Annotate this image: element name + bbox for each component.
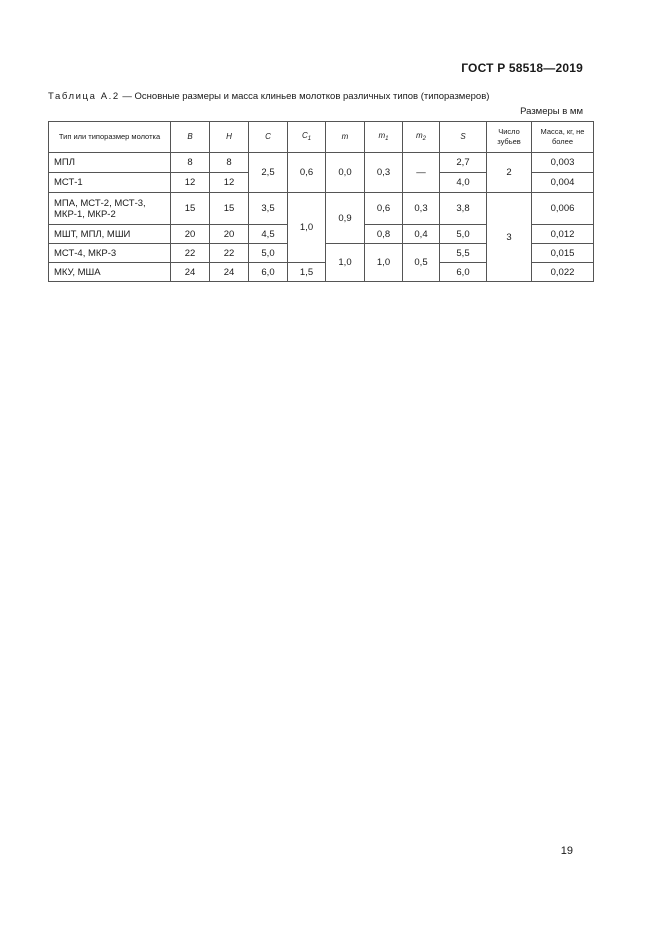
cell-C1: 0,6 (288, 153, 326, 193)
dimensions-table (48, 121, 594, 282)
header-H: H (210, 122, 249, 153)
cell-type: МПА, МСТ-2, МСТ-3, МКР-1, МКР-2 (49, 193, 171, 225)
cell-H: 22 (210, 244, 249, 263)
header-S: S (440, 122, 487, 153)
cell-mass: 0,012 (532, 225, 594, 244)
header-C1-base: C (301, 130, 308, 140)
cell-mass: 0,006 (532, 193, 594, 225)
cell-C: 4,5 (249, 225, 288, 244)
cell-S: 3,8 (440, 193, 487, 225)
header-m2-sub: 2 (422, 135, 426, 142)
cell-H: 15 (210, 193, 249, 225)
cell-m2: — (403, 153, 440, 193)
cell-type: МСТ-1 (49, 173, 171, 193)
cell-C: 2,5 (249, 153, 288, 193)
cell-C: 5,0 (249, 244, 288, 263)
cell-m1: 0,8 (365, 225, 403, 244)
cell-type: МПЛ (49, 153, 171, 173)
cell-B: 22 (171, 244, 210, 263)
table-header-row (49, 122, 594, 153)
cell-B: 20 (171, 225, 210, 244)
header-C1-sub: 1 (307, 135, 312, 142)
cell-H: 12 (210, 173, 249, 193)
cell-m2: 0,4 (403, 225, 440, 244)
cell-C1: 1,0 (288, 193, 326, 263)
cell-H: 8 (210, 153, 249, 173)
header-teeth: Число зубьев (487, 122, 532, 153)
cell-S: 5,0 (440, 225, 487, 244)
table-caption-prefix: Таблица А.2 (48, 91, 120, 102)
header-m1-base: m (378, 130, 386, 140)
cell-teeth: 2 (487, 153, 532, 193)
document-id: ГОСТ Р 58518—2019 (461, 61, 583, 75)
cell-mass: 0,015 (532, 244, 594, 263)
cell-B: 8 (171, 153, 210, 173)
cell-S: 2,7 (440, 153, 487, 173)
cell-mass: 0,003 (532, 153, 594, 173)
header-type: Тип или типоразмер молотка (49, 122, 171, 153)
cell-m2: 0,3 (403, 193, 440, 225)
cell-m1: 0,3 (365, 153, 403, 193)
table-row (49, 193, 594, 225)
cell-mass: 0,004 (532, 173, 594, 193)
header-m1-sub: 1 (385, 135, 389, 142)
cell-B: 15 (171, 193, 210, 225)
cell-B: 24 (171, 263, 210, 282)
cell-C1: 1,5 (288, 263, 326, 282)
cell-teeth: 3 (487, 193, 532, 282)
header-C1 (288, 122, 326, 153)
cell-B: 12 (171, 173, 210, 193)
cell-H: 20 (210, 225, 249, 244)
cell-C: 3,5 (249, 193, 288, 225)
cell-m1: 0,6 (365, 193, 403, 225)
cell-m: 0,0 (326, 153, 365, 193)
header-m1 (365, 122, 403, 153)
header-mass: Масса, кг, не более (532, 122, 594, 153)
cell-H: 24 (210, 263, 249, 282)
cell-S: 4,0 (440, 173, 487, 193)
cell-m2: 0,5 (403, 244, 440, 282)
cell-type: МСТ-4, МКР-3 (49, 244, 171, 263)
cell-m: 0,9 (326, 193, 365, 244)
page-number: 19 (560, 845, 573, 857)
cell-S: 5,5 (440, 244, 487, 263)
table-row (49, 153, 594, 173)
header-m2-base: m (415, 130, 423, 140)
table-caption (48, 91, 489, 102)
cell-mass: 0,022 (532, 263, 594, 282)
header-m2 (403, 122, 440, 153)
cell-m1: 1,0 (365, 244, 403, 282)
table-caption-text: — Основные размеры и масса клиньев молотков различных типов (типоразмеров) (119, 91, 490, 102)
cell-m: 1,0 (326, 244, 365, 282)
cell-S: 6,0 (440, 263, 487, 282)
cell-type: МКУ, МША (49, 263, 171, 282)
header-B: B (171, 122, 210, 153)
units-note: Размеры в мм (520, 106, 583, 117)
cell-type: МШТ, МПЛ, МШИ (49, 225, 171, 244)
header-C: C (249, 122, 288, 153)
header-m: m (326, 122, 365, 153)
cell-C: 6,0 (249, 263, 288, 282)
